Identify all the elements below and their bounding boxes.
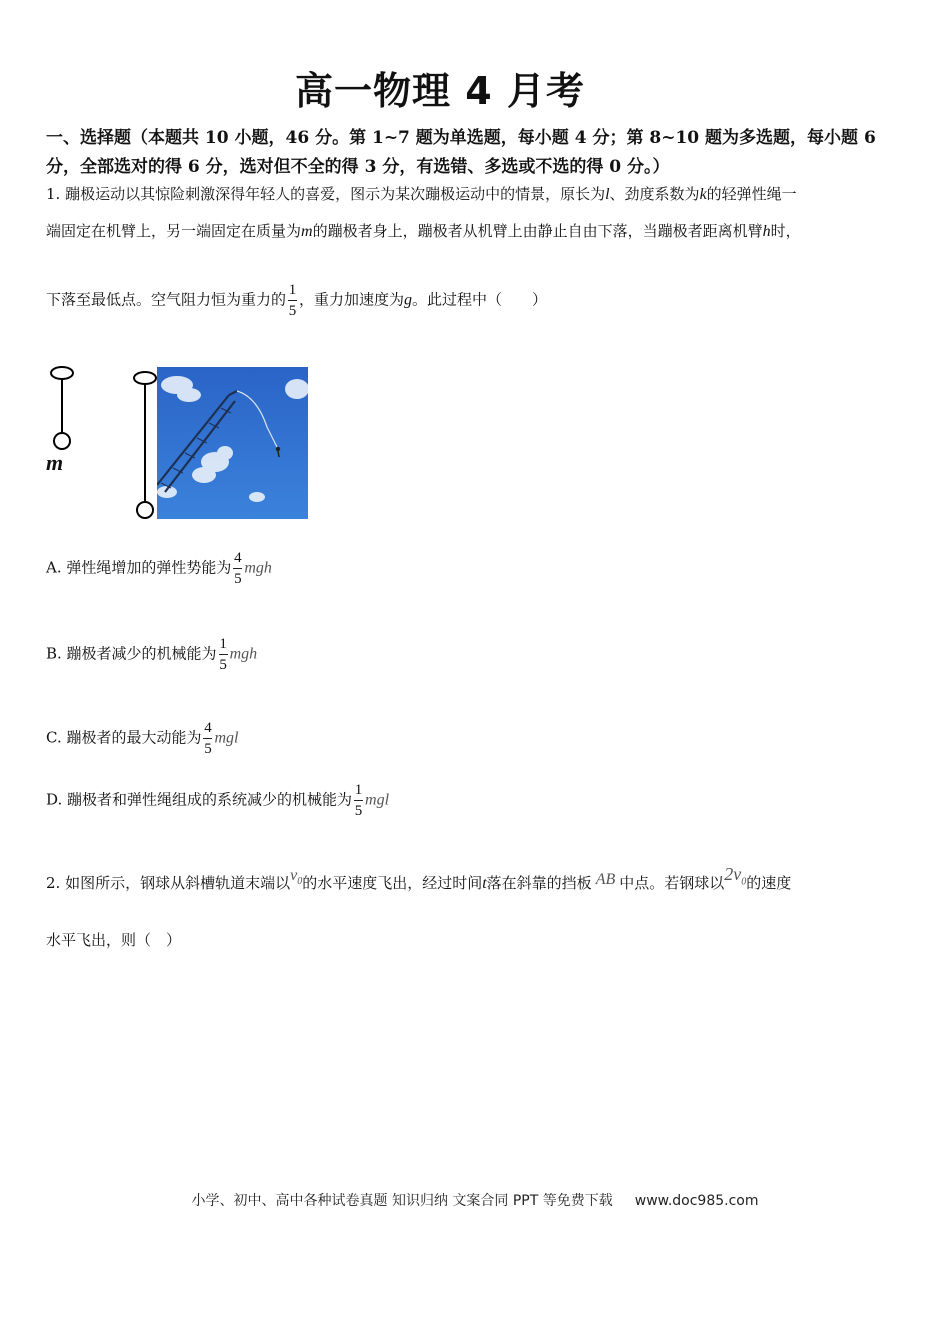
q2-text: 的水平速度飞出，经过时间	[302, 874, 483, 892]
option-d	[46, 782, 389, 819]
fraction	[354, 782, 363, 819]
option-d-text: D. 蹦极者和弹性绳组成的系统减少的机械能为	[46, 790, 353, 809]
q2-text: 中点。若钢球以	[619, 874, 725, 892]
var-t: t	[482, 875, 487, 892]
option-c	[46, 720, 238, 757]
option-b-text: B. 蹦极者减少的机械能为	[46, 644, 217, 663]
fraction-bar	[203, 738, 212, 739]
var-2v: 2v	[724, 864, 742, 884]
fraction-bar	[288, 300, 297, 301]
option-b-expr: mgh	[229, 645, 258, 663]
q1-text: 下落至最低点。空气阻力恒为重力的	[46, 290, 287, 309]
option-c-text: C. 蹦极者的最大动能为	[46, 728, 202, 747]
rope-anchor-long	[134, 372, 156, 384]
var-h: h	[762, 223, 771, 240]
fraction	[233, 550, 242, 587]
option-a-text: A. 弹性绳增加的弹性势能为	[46, 558, 232, 577]
option-c-expr: mgl	[214, 729, 239, 747]
fraction-numerator: 4	[204, 720, 212, 736]
fraction	[219, 636, 228, 673]
fraction-bar	[354, 800, 363, 801]
fraction-denominator: 5	[288, 303, 297, 319]
q1-text: 、劲度系数为	[609, 185, 700, 203]
q1-line2	[46, 220, 801, 241]
option-a-expr: mgh	[244, 559, 272, 577]
var-g: g	[404, 291, 413, 309]
section-heading-line2: 分，全部选对的得 6 分，选对但不全的得 3 分，有选错、多选或不选的得 0 分。）	[46, 157, 670, 177]
var-l: l	[605, 186, 610, 203]
q2-line2: 水平飞出，则（ ）	[46, 931, 182, 949]
fraction	[288, 282, 297, 319]
q1-text: 端固定在机臂上，另一端固定在质量为	[46, 222, 302, 240]
option-a	[46, 550, 272, 587]
q2-line1	[46, 864, 792, 896]
subscript: 0	[741, 876, 747, 888]
q1-text: 。此过程中（ ）	[412, 290, 548, 309]
mass-label: m	[46, 450, 64, 475]
bungee-photo-image	[157, 367, 308, 519]
var-v: v	[290, 867, 298, 884]
subscript: 0	[297, 876, 303, 888]
q2-text: 的速度	[746, 874, 792, 892]
rope-anchor-short	[51, 367, 73, 379]
bungee-photo	[157, 367, 308, 519]
var-v0	[290, 867, 303, 888]
q2-text: 2. 如图所示，钢球从斜槽轨道末端以	[46, 874, 291, 892]
q1-line1	[46, 183, 797, 204]
fraction-denominator: 5	[354, 803, 363, 819]
var-m: m	[301, 223, 313, 240]
fraction-bar	[233, 568, 242, 569]
footer	[0, 1190, 950, 1210]
q1-text: ，重力加速度为	[299, 290, 405, 309]
fraction-numerator: 1	[219, 636, 227, 652]
footer-site-link[interactable]: www.doc985.com	[634, 1193, 759, 1209]
var-ab: AB	[595, 871, 616, 888]
var-k: k	[699, 186, 707, 203]
fraction-denominator: 5	[219, 657, 227, 673]
fraction-denominator: 5	[234, 571, 242, 587]
option-b	[46, 636, 257, 673]
option-d-expr: mgl	[365, 791, 390, 809]
q1-text: 1. 蹦极运动以其惊险刺激深得年轻人的喜爱，图示为某次蹦极运动中的情景，原长为	[46, 185, 606, 203]
fraction-bar	[219, 654, 228, 655]
fraction-numerator: 4	[234, 550, 242, 566]
fraction-numerator: 1	[288, 282, 297, 298]
mass-ball-short	[54, 433, 70, 449]
q1-text: 时，	[770, 222, 801, 240]
fraction-numerator: 1	[354, 782, 363, 798]
mass-ball-long	[137, 502, 153, 518]
q1-text: 的轻弹性绳一	[706, 185, 797, 203]
footer-text: 小学、初中、高中各种试卷真题 知识归纳 文案合同 PPT 等免费下载	[191, 1193, 613, 1209]
q1-line3	[46, 282, 547, 319]
rope-diagram	[40, 362, 160, 524]
page-title: 高一物理 4 月考	[295, 69, 585, 113]
q1-text: 的蹦极者身上，蹦极者从机臂上由静止自由下落，当蹦极者距离机臂	[312, 222, 763, 240]
fraction	[203, 720, 212, 757]
q2-text: 落在斜靠的挡板	[486, 874, 592, 892]
var-2v0	[724, 864, 747, 888]
section-heading-line1: 一、选择题（本题共 10 小题，46 分。第 1~7 题为单选题，每小题 4 分；第 8~10 题为多选题，每小题 6	[46, 128, 876, 148]
fraction-denominator: 5	[204, 741, 212, 757]
